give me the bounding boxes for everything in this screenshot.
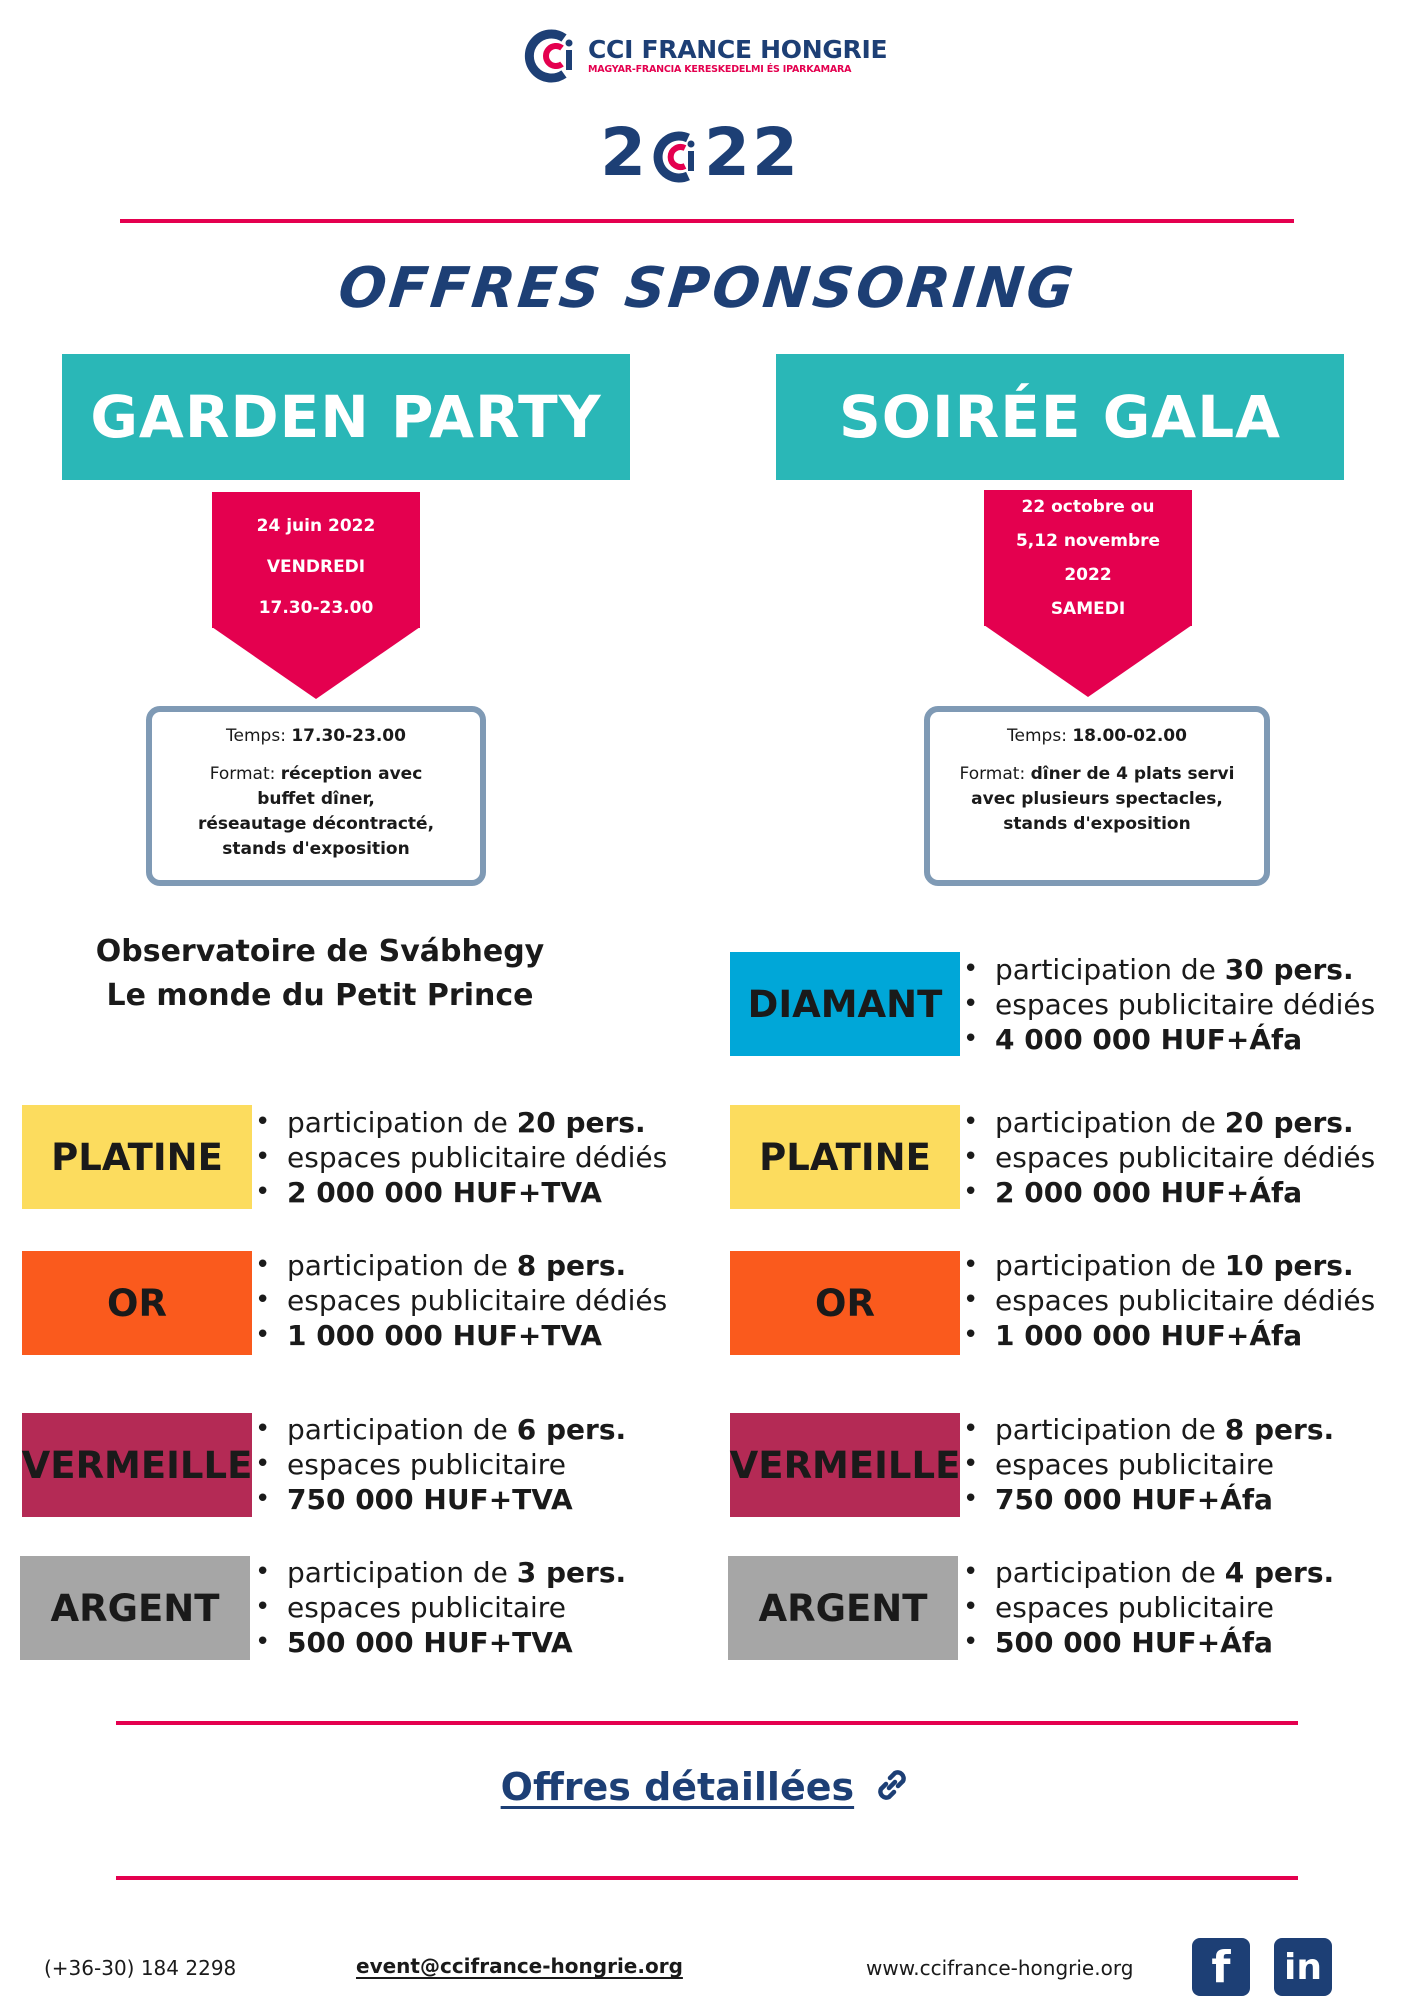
list-item: • espaces publicitaire	[255, 1447, 626, 1482]
format-line: stands d'exposition	[222, 839, 410, 859]
year-zero-logo-icon	[650, 124, 702, 180]
details-link[interactable]	[0, 1764, 1414, 1815]
format-value: dîner de 4 plats servi	[1030, 764, 1235, 784]
garden-tier-vermeille-details	[255, 1412, 626, 1517]
list-item: • 4 000 000 HUF+Áfa	[963, 1022, 1375, 1057]
date-line: 2022	[1064, 565, 1112, 585]
day-line: VENDREDI	[266, 557, 366, 577]
garden-party-date-arrow	[212, 492, 420, 628]
gala-tier-diamant-details	[963, 952, 1375, 1057]
list-item: • espaces publicitaire dédiés	[255, 1283, 667, 1318]
format-label: Format:	[959, 764, 1031, 784]
divider-middle	[116, 1721, 1298, 1725]
arrow-tip	[984, 625, 1192, 697]
cci-logo-icon	[524, 28, 580, 84]
garden-tier-vermeille: VERMEILLE	[22, 1413, 252, 1517]
format-line: réseautage décontracté,	[197, 814, 435, 834]
year	[600, 112, 800, 192]
list-item: • participation de 20 pers.	[255, 1105, 667, 1140]
list-item: • espaces publicitaire dédiés	[963, 1283, 1375, 1318]
time-value: 17.30-23.00	[291, 726, 406, 746]
venue-line: Le monde du Petit Prince	[106, 978, 534, 1013]
logo	[524, 28, 887, 84]
gala-tier-platine-details	[963, 1105, 1375, 1210]
garden-party-banner: GARDEN PARTY	[62, 354, 630, 480]
link-icon[interactable]	[871, 1764, 913, 1815]
gala-tier-vermeille: VERMEILLE	[730, 1413, 960, 1517]
list-item: • espaces publicitaire dédiés	[963, 1140, 1375, 1175]
divider-bottom	[116, 1876, 1298, 1880]
list-item: • participation de 4 pers.	[963, 1555, 1334, 1590]
hours-line: 18.00-02.00	[1030, 633, 1146, 653]
garden-tier-argent: ARGENT	[20, 1556, 250, 1660]
gala-tier-argent-details	[963, 1555, 1334, 1660]
soiree-gala-banner: SOIRÉE GALA	[776, 354, 1344, 480]
list-item: • 500 000 HUF+TVA	[255, 1625, 626, 1660]
date-line: 24 juin 2022	[256, 516, 376, 536]
list-item: • 750 000 HUF+TVA	[255, 1482, 626, 1517]
garden-tier-platine-details	[255, 1105, 667, 1210]
gala-tier-platine: PLATINE	[730, 1105, 960, 1209]
list-item: • 750 000 HUF+Áfa	[963, 1482, 1334, 1517]
format-line: stands d'exposition	[1003, 814, 1191, 834]
time-label: Temps:	[226, 726, 292, 746]
venue	[60, 930, 580, 1018]
time-value: 18.00-02.00	[1072, 726, 1187, 746]
garden-tier-platine: PLATINE	[22, 1105, 252, 1209]
list-item: • participation de 3 pers.	[255, 1555, 626, 1590]
garden-tier-argent-details	[255, 1555, 626, 1660]
list-item: • participation de 8 pers.	[255, 1248, 667, 1283]
list-item: • participation de 6 pers.	[255, 1412, 626, 1447]
year-right: 22	[704, 113, 800, 191]
year-left: 2	[600, 113, 649, 191]
details-link-text[interactable]: Offres détaillées	[500, 1765, 855, 1809]
list-item: • espaces publicitaire	[963, 1590, 1334, 1625]
list-item: • participation de 30 pers.	[963, 952, 1375, 987]
date-line: 22 octobre ou	[1021, 497, 1155, 517]
list-item: • 1 000 000 HUF+Áfa	[963, 1318, 1375, 1353]
list-item: • participation de 20 pers.	[963, 1105, 1375, 1140]
list-item: • espaces publicitaire	[963, 1447, 1334, 1482]
format-label: Format:	[209, 764, 281, 784]
footer-phone: (+36-30) 184 2298	[44, 1956, 237, 1980]
garden-party-info-box	[146, 706, 486, 886]
list-item: • 2 000 000 HUF+Áfa	[963, 1175, 1375, 1210]
hours-line: 17.30-23.00	[258, 598, 374, 618]
list-item: • espaces publicitaire dédiés	[255, 1140, 667, 1175]
gala-tier-argent: ARGENT	[728, 1556, 958, 1660]
list-item: • 500 000 HUF+Áfa	[963, 1625, 1334, 1660]
footer-website-link[interactable]: www.ccifrance-hongrie.org	[866, 1956, 1134, 1980]
format-value: réception avec	[280, 764, 423, 784]
date-line: 5,12 novembre	[1015, 531, 1161, 551]
list-item: • 2 000 000 HUF+TVA	[255, 1175, 667, 1210]
footer-email-link[interactable]: event@ccifrance-hongrie.org	[356, 1954, 683, 1978]
format-line: buffet dîner,	[257, 789, 375, 809]
format-line: avec plusieurs spectacles,	[971, 789, 1223, 809]
garden-tier-or: OR	[22, 1251, 252, 1355]
list-item: • participation de 8 pers.	[963, 1412, 1334, 1447]
soiree-gala-date-arrow	[984, 490, 1192, 653]
venue-line: Observatoire de Svábhegy	[95, 934, 545, 969]
list-item: • espaces publicitaire dédiés	[963, 987, 1375, 1022]
soiree-gala-info-box	[924, 706, 1270, 886]
divider-top	[120, 219, 1294, 223]
list-item: • participation de 10 pers.	[963, 1248, 1375, 1283]
gala-tier-or-details	[963, 1248, 1375, 1353]
arrow-tip	[212, 627, 420, 699]
logo-title: CCI FRANCE HONGRIE	[588, 35, 888, 64]
logo-subtitle: MAGYAR-FRANCIA KERESKEDELMI ÉS IPARKAMARA	[588, 64, 852, 75]
garden-tier-or-details	[255, 1248, 667, 1353]
list-item: • espaces publicitaire	[255, 1590, 626, 1625]
page-title: OFFRES SPONSORING	[335, 256, 1080, 321]
list-item: • 1 000 000 HUF+TVA	[255, 1318, 667, 1353]
gala-tier-or: OR	[730, 1251, 960, 1355]
facebook-icon[interactable]: f	[1192, 1938, 1250, 1996]
linkedin-icon[interactable]: in	[1274, 1938, 1332, 1996]
day-line: SAMEDI	[1050, 599, 1126, 619]
time-label: Temps:	[1007, 726, 1073, 746]
gala-tier-diamant: DIAMANT	[730, 952, 960, 1056]
gala-tier-vermeille-details	[963, 1412, 1334, 1517]
